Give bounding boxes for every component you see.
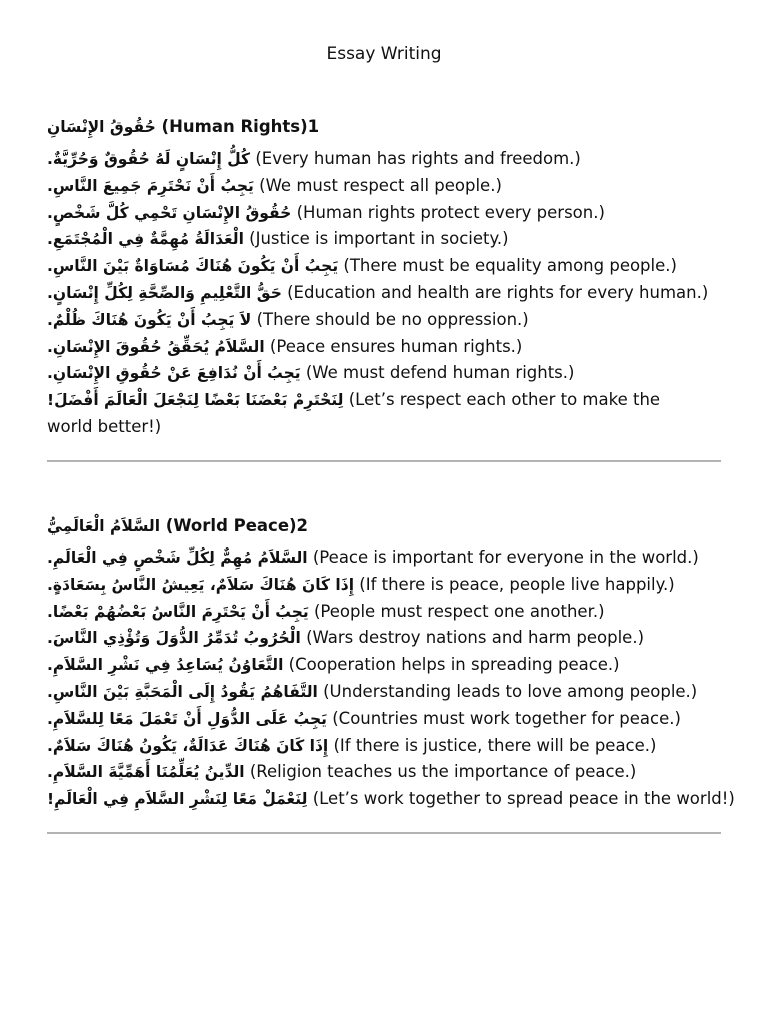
sentence-line (47, 226, 697, 253)
sentence-arabic: السَّلاَمُ مُهِمٌّ لِكُلِّ شَخْصٍ فِي الْعَالَمِ. (47, 549, 308, 567)
sentence-english: (Cooperation helps in spreading peace.) (288, 655, 620, 675)
section-divider (47, 460, 721, 462)
sentence-arabic: التَّعَاوُنُ يُسَاعِدُ فِي نَشْرِ السَّلاَمِ. (47, 656, 284, 675)
sentence-english: (If there is peace, people live happily.) (359, 574, 675, 594)
document-title: Essay Writing (326, 44, 442, 64)
section-human-rights (47, 114, 709, 440)
sentence-arabic: إِذَا كَانَ هُنَاكَ سَلاَمٌ، يَعِيشُ النَّاسُ بِسَعَادَةٍ. (47, 575, 355, 594)
sentence-line (47, 759, 697, 786)
sentence-english: (Peace is important for everyone in the world.) (312, 548, 699, 567)
sentence-line (47, 146, 697, 173)
sentence-arabic: لاَ يَجِبُ أَنْ يَكُونَ هُنَاكَ ظُلْمٌ. (47, 310, 252, 329)
sentence-arabic: يَجِبُ عَلَى الدُّوَلِ أَنْ تَعْمَلَ مَعًا لِلسَّلاَمِ. (47, 709, 327, 728)
sentence-arabic: يَجِبُ أَنْ نَحْتَرِمَ جَمِيعَ النَّاسِ. (47, 176, 254, 195)
sentence-line (47, 360, 697, 387)
sentence-arabic: لِنَحْتَرِمْ بَعْضَنَا بَعْضًا لِنَجْعَلَ الْعَالَمَ أَفْضَلَ! (47, 391, 344, 410)
sentence-arabic: التَّفَاهُمُ يَقُودُ إِلَى الْمَحَبَّةِ بَيْنَ النَّاسِ. (47, 682, 318, 701)
sentence-english: (Understanding leads to love among people.) (323, 681, 698, 701)
sentence-arabic: إِذَا كَانَ هُنَاكَ عَدَالَةٌ، يَكُونُ هُنَاكَ سَلاَمٌ. (47, 736, 329, 755)
sentence-english: (People must respect one another.) (313, 601, 605, 621)
sentence-english: (Let’s work together to spread peace in the world!) (312, 789, 735, 809)
sentence-arabic: حَقُّ التَّعْلِيمِ وَالصِّحَّةِ لِكُلِّ إِنْسَانٍ. (47, 283, 282, 302)
section-world-peace (47, 513, 735, 813)
section-heading-english: (World Peace)2 (165, 516, 309, 535)
sentence-line (47, 200, 697, 227)
section-heading-english: (Human Rights)1 (161, 117, 320, 136)
sentence-english: (Justice is important in society.) (249, 229, 509, 249)
sentence-english: (Let’s respect each other to make the world better!) (47, 390, 661, 436)
sentence-english: (Religion teaches us the importance of peace.) (249, 762, 637, 782)
sentence-line (47, 253, 697, 280)
sentence-line (47, 679, 697, 706)
sentence-line (47, 572, 697, 599)
sentence-arabic: الدِّينُ يُعَلِّمُنَا أَهَمِّيَّةَ السَّلاَمِ. (47, 763, 245, 782)
sentence-line (47, 280, 709, 307)
sentence-line (47, 173, 697, 200)
sentence-line (47, 786, 735, 813)
sentence-arabic: لِنَعْمَلْ مَعًا لِنَشْرِ السَّلاَمِ فِي الْعَالَمِ! (47, 790, 308, 809)
sentence-english: (If there is justice, there will be peace.) (333, 735, 657, 755)
sentence-line (47, 599, 697, 626)
sentence-arabic: يَجِبُ أَنْ يَكُونَ هُنَاكَ مُسَاوَاةٌ بَيْنَ النَّاسِ. (47, 257, 339, 276)
sentence-line (47, 733, 697, 760)
section-divider (47, 832, 721, 834)
sentence-line (47, 625, 697, 652)
section-heading-arabic: حُقُوقُ الإِنْسَانِ (47, 118, 156, 136)
sentence-english: (There must be equality among people.) (343, 256, 677, 276)
sentence-english: (Countries must work together for peace.) (332, 708, 681, 728)
sentence-arabic: حُقُوقُ الإِنْسَانِ تَحْمِي كُلَّ شَخْصٍ. (47, 203, 292, 222)
sentence-english: (Peace ensures human rights.) (269, 336, 523, 356)
sentence-arabic: الْعَدَالَةُ مُهِمَّةٌ فِي الْمُجْتَمَعِ. (47, 230, 244, 249)
section-heading (47, 513, 697, 539)
sentence-line (47, 652, 697, 679)
sentence-english: (We must respect all people.) (259, 175, 502, 195)
sentence-line (47, 706, 697, 733)
sentence-arabic: السَّلاَمُ يُحَقِّقُ حُقُوقَ الإِنْسَانِ. (47, 337, 265, 356)
sentence-line (47, 545, 697, 572)
sentence-arabic: الْحُرُوبُ تُدَمِّرُ الدُّوَلَ وَتُؤْذِي النَّاسَ. (47, 629, 301, 648)
sentence-english: (Wars destroy nations and harm people.) (306, 628, 645, 648)
sentence-line (47, 307, 697, 334)
sentence-english: (Every human has rights and freedom.) (255, 149, 581, 168)
sentence-line (47, 387, 697, 440)
sentence-english: (We must defend human rights.) (305, 363, 575, 383)
section-heading (47, 114, 697, 140)
sentence-english: (Education and health are rights for every human.) (287, 282, 709, 302)
sentence-arabic: كُلُّ إِنْسَانٍ لَهُ حُقُوقٌ وَحُرِّيَّةٌ. (47, 150, 251, 168)
sentence-arabic: يَجِبُ أَنْ يَحْتَرِمَ النَّاسُ بَعْضُهُمْ بَعْضًا. (47, 602, 309, 621)
sentence-english: (There should be no oppression.) (256, 309, 529, 329)
section-heading-arabic: السَّلاَمُ الْعَالَمِيُّ (47, 517, 161, 535)
sentence-english: (Human rights protect every person.) (296, 202, 605, 222)
sentence-line (47, 334, 697, 361)
sentence-arabic: يَجِبُ أَنْ نُدَافِعَ عَنْ حُقُوقِ الإِنْسَانِ. (47, 364, 301, 383)
